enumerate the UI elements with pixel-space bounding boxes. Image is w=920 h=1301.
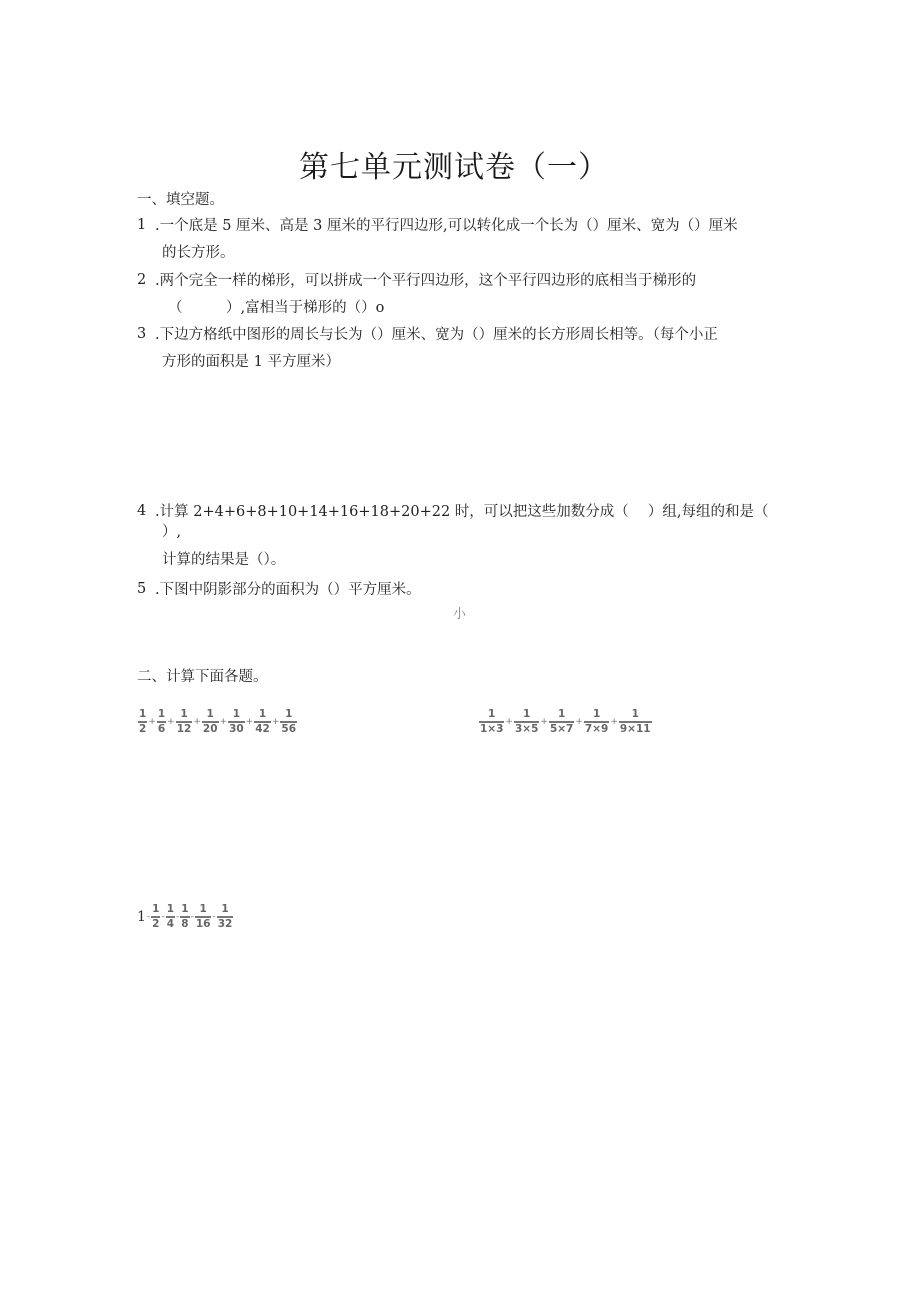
- question-3-line-1: .下边方格纸中图形的周长与长为（）厘米、宽为（）厘米的长方形周长相等。（每个小正: [155, 327, 718, 343]
- fraction-denominator: 42: [255, 722, 270, 735]
- question-4-line-3: 计算的结果是（）。: [162, 552, 286, 568]
- fraction-numerator: 1: [206, 708, 214, 720]
- figure-mark: 小: [453, 607, 467, 622]
- operator: +: [271, 716, 280, 727]
- fraction-numerator: 1: [523, 708, 531, 720]
- question-number-3: 3: [137, 326, 147, 342]
- operator: +: [610, 716, 618, 727]
- fraction-denominator: 30: [229, 722, 244, 735]
- operator: -: [190, 911, 194, 922]
- fraction: [228, 709, 245, 735]
- fraction: [166, 904, 175, 930]
- fraction: [151, 904, 160, 930]
- fraction: [138, 709, 147, 735]
- question-4-line-2: ）,: [162, 524, 182, 540]
- fraction-denominator: 16: [195, 917, 211, 930]
- fraction: [176, 709, 193, 735]
- question-4-line-1: .计算 2+4+6+8+10+14+16+18+20+22 时，可以把这些加数分成（ ）组,每组的和是（: [155, 504, 769, 520]
- fraction-numerator: 1: [181, 903, 189, 915]
- fraction-denominator: 3×5: [514, 722, 539, 735]
- fraction-expression-2: [478, 709, 653, 735]
- operator: +: [148, 716, 156, 727]
- fraction-denominator: 12: [176, 722, 192, 735]
- question-number-4: 4: [137, 503, 147, 519]
- fraction-expression-1: [137, 709, 298, 735]
- fraction-denominator: 7×9: [584, 722, 609, 735]
- fraction-numerator: 1: [557, 708, 566, 720]
- page-title: 第七单元测试卷（一）: [299, 150, 609, 185]
- fraction-numerator: 1: [152, 903, 160, 915]
- fraction-numerator: 1: [157, 708, 166, 720]
- operator: +: [575, 716, 583, 727]
- fraction-denominator: 2: [139, 722, 147, 735]
- fraction: [549, 709, 574, 735]
- section-heading-fill-blanks: 一、填空题。: [137, 192, 224, 208]
- fraction-denominator: 1×3: [480, 722, 504, 735]
- operator: +: [219, 716, 228, 727]
- question-5-line-1: .下图中阴影部分的面积为（）平方厘米。: [155, 582, 421, 598]
- fraction-numerator: 1: [232, 708, 241, 720]
- section-heading-calculate: 二、计算下面各题。: [137, 669, 268, 685]
- fraction: [280, 709, 297, 735]
- question-3-line-2: 方形的面积是 1 平方厘米）: [162, 354, 340, 370]
- operator: +: [540, 716, 548, 727]
- fraction-denominator: 2: [152, 917, 160, 930]
- fraction-numerator: 1: [180, 708, 188, 720]
- fraction-denominator: 56: [281, 722, 297, 735]
- leading-number: 1: [137, 908, 146, 925]
- fraction: [202, 709, 219, 735]
- fraction: [180, 904, 189, 930]
- fraction-numerator: 1: [199, 903, 207, 915]
- fraction: [584, 709, 609, 735]
- fraction-denominator: 8: [181, 917, 189, 930]
- question-number-2: 2: [137, 272, 147, 288]
- fraction: [195, 904, 212, 930]
- fraction-numerator: 1: [488, 708, 496, 720]
- fraction: [254, 709, 271, 735]
- operator: +: [245, 716, 254, 727]
- operator: -: [176, 911, 180, 922]
- fraction-numerator: 1: [285, 708, 293, 720]
- fraction: [619, 709, 652, 735]
- fraction: [157, 709, 166, 735]
- operator: +: [505, 716, 513, 727]
- operator: -: [161, 911, 165, 922]
- operator: -: [212, 911, 216, 922]
- operator: +: [193, 716, 201, 727]
- fraction-denominator: 32: [217, 917, 233, 930]
- fraction: [479, 709, 504, 735]
- fraction-numerator: 1: [592, 708, 601, 720]
- fraction-denominator: 4: [166, 917, 175, 930]
- question-2-line-1: .两个完全一样的梯形，可以拼成一个平行四边形，这个平行四边形的底相当于梯形的: [155, 273, 697, 289]
- question-number-5: 5: [137, 581, 147, 597]
- fraction-numerator: 1: [139, 708, 147, 720]
- fraction-denominator: 6: [157, 722, 166, 735]
- fraction-numerator: 1: [166, 903, 175, 915]
- question-1-line-1: .一个底是 5 厘米、高是 3 厘米的平行四边形,可以转化成一个长为（）厘米、宽为（）厘米: [155, 218, 738, 234]
- fraction-numerator: 1: [631, 708, 639, 720]
- fraction-numerator: 1: [258, 708, 267, 720]
- question-number-1: 1: [137, 217, 147, 233]
- operator: -: [146, 911, 151, 922]
- fraction-denominator: 5×7: [549, 722, 574, 735]
- fraction-denominator: 20: [202, 722, 218, 735]
- question-2-line-2: （ ）,富相当于梯形的（）o: [168, 300, 385, 316]
- fraction: [514, 709, 539, 735]
- operator: +: [167, 716, 175, 727]
- fraction: [217, 904, 234, 930]
- fraction-numerator: 1: [221, 903, 229, 915]
- fraction-expression-3: [137, 904, 234, 930]
- question-1-line-2: 的长方形。: [162, 245, 235, 261]
- fraction-denominator: 9×11: [619, 722, 651, 735]
